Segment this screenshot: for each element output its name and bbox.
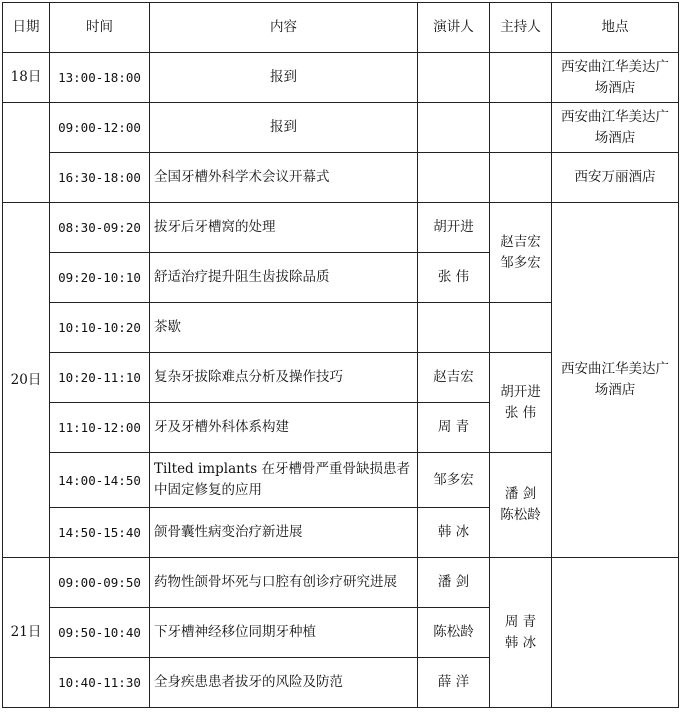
content-cell: 全身疾患患者拔牙的风险及防范 bbox=[150, 658, 418, 708]
speaker-cell: 薛 洋 bbox=[418, 658, 490, 708]
speaker-cell: 周 青 bbox=[418, 403, 490, 453]
schedule-table bbox=[2, 2, 679, 708]
date-cell: 20日 bbox=[3, 203, 50, 558]
table-row bbox=[3, 103, 679, 153]
time-cell: 16:30-18:00 bbox=[50, 153, 150, 203]
host-cell bbox=[490, 453, 552, 558]
content-cell: 报到 bbox=[150, 53, 418, 103]
host-cell bbox=[490, 103, 552, 153]
time-cell: 08:30-09:20 bbox=[50, 203, 150, 253]
header-place: 地点 bbox=[552, 3, 679, 53]
content-cell: Tilted implants 在牙槽骨严重骨缺损患者中固定修复的应用 bbox=[150, 453, 418, 508]
speaker-cell: 潘 剑 bbox=[418, 558, 490, 608]
place-cell: 西安曲江华美达广场酒店 bbox=[552, 103, 679, 153]
time-cell: 14:50-15:40 bbox=[50, 508, 150, 558]
content-cell: 全国牙槽外科学术会议开幕式 bbox=[150, 153, 418, 203]
content-cell: 颌骨囊性病变治疗新进展 bbox=[150, 508, 418, 558]
host-name: 陈松龄 bbox=[500, 507, 541, 523]
speaker-cell bbox=[418, 153, 490, 203]
header-date: 日期 bbox=[3, 3, 50, 53]
speaker-cell: 陈松龄 bbox=[418, 608, 490, 658]
table-row bbox=[3, 53, 679, 103]
header-host: 主持人 bbox=[490, 3, 552, 53]
host-name: 潘 剑 bbox=[504, 486, 537, 502]
host-cell bbox=[490, 203, 552, 303]
header-content: 内容 bbox=[150, 3, 418, 53]
content-cell: 舒适治疗提升阻生齿拔除品质 bbox=[150, 253, 418, 303]
date-cell: 21日 bbox=[3, 558, 50, 708]
host-cell bbox=[490, 353, 552, 453]
speaker-cell bbox=[418, 303, 490, 353]
speaker-cell: 胡开进 bbox=[418, 203, 490, 253]
content-cell: 茶歇 bbox=[150, 303, 418, 353]
content-cell: 药物性颌骨坏死与口腔有创诊疗研究进展 bbox=[150, 558, 418, 608]
header-row bbox=[3, 3, 679, 53]
table-row bbox=[3, 558, 679, 608]
speaker-cell: 赵吉宏 bbox=[418, 353, 490, 403]
time-cell: 10:40-11:30 bbox=[50, 658, 150, 708]
host-name: 韩 冰 bbox=[504, 634, 537, 651]
host-cell bbox=[490, 153, 552, 203]
host-name: 胡开进 bbox=[500, 383, 541, 400]
time-cell: 13:00-18:00 bbox=[50, 53, 150, 103]
date-cell bbox=[3, 103, 50, 203]
content-cell: 报到 bbox=[150, 103, 418, 153]
table-row bbox=[3, 153, 679, 203]
content-cell: 拔牙后牙槽窝的处理 bbox=[150, 203, 418, 253]
speaker-cell: 韩 冰 bbox=[418, 508, 490, 558]
time-cell: 09:00-12:00 bbox=[50, 103, 150, 153]
place-cell bbox=[552, 558, 679, 708]
place-cell: 西安曲江华美达广场酒店 bbox=[552, 53, 679, 103]
header-time: 时间 bbox=[50, 3, 150, 53]
speaker-cell bbox=[418, 53, 490, 103]
speaker-cell: 邹多宏 bbox=[418, 453, 490, 508]
host-cell bbox=[490, 558, 552, 708]
speaker-cell bbox=[418, 103, 490, 153]
host-name: 张 伟 bbox=[504, 404, 537, 421]
time-cell: 14:00-14:50 bbox=[50, 453, 150, 508]
time-cell: 09:00-09:50 bbox=[50, 558, 150, 608]
host-cell bbox=[490, 303, 552, 353]
host-cell bbox=[490, 53, 552, 103]
speaker-cell: 张 伟 bbox=[418, 253, 490, 303]
time-cell: 09:50-10:40 bbox=[50, 608, 150, 658]
place-cell: 西安万丽酒店 bbox=[552, 153, 679, 203]
time-cell: 10:10-10:20 bbox=[50, 303, 150, 353]
date-cell: 18日 bbox=[3, 53, 50, 103]
time-cell: 09:20-10:10 bbox=[50, 253, 150, 303]
content-cell: 牙及牙槽外科体系构建 bbox=[150, 403, 418, 453]
host-name: 赵吉宏 bbox=[500, 233, 541, 250]
time-cell: 11:10-12:00 bbox=[50, 403, 150, 453]
host-name: 邹多宏 bbox=[500, 254, 541, 271]
table-row bbox=[3, 203, 679, 253]
content-cell: 下牙槽神经移位同期牙种植 bbox=[150, 608, 418, 658]
host-name: 周 青 bbox=[504, 613, 537, 630]
content-cell: 复杂牙拔除难点分析及操作技巧 bbox=[150, 353, 418, 403]
time-cell: 10:20-11:10 bbox=[50, 353, 150, 403]
place-cell: 西安曲江华美达广场酒店 bbox=[552, 203, 679, 558]
header-speaker: 演讲人 bbox=[418, 3, 490, 53]
